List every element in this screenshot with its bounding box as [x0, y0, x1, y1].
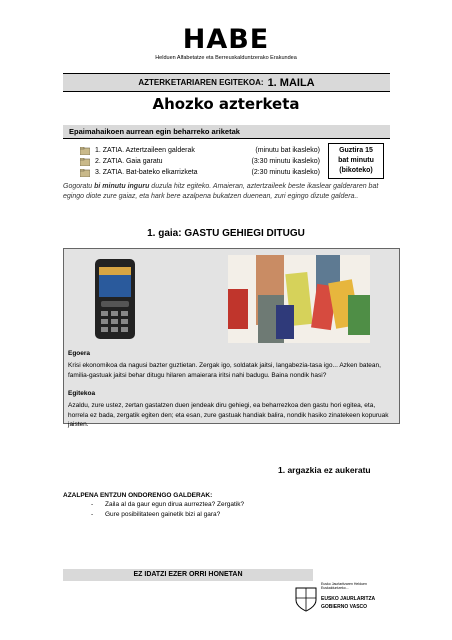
question-text: Gure posibilitateen gainetik bizi al gara?	[105, 510, 221, 518]
total-line-2: bat minutu	[338, 157, 374, 164]
coat-of-arms-icon	[295, 586, 317, 612]
folder-icon	[80, 158, 90, 166]
item-label: 3. ZATIA. Bat-bateko elkarrizketa	[95, 169, 198, 176]
total-time-box	[328, 143, 384, 179]
item-duration: (minutu bat ikasleko)	[255, 147, 320, 154]
egoera-label	[68, 349, 393, 359]
egitekoa-heading: Egitekoa	[68, 390, 96, 397]
egitekoa-text: Azaldu, zure ustez, zertan gastatzen duen jendeak diru gehiegi, ea beharrezkoa den gastu hori egitea, eta, horrela ez bada, zergatik egiten den; eta esan, zure gastuak handiak balira, nondik hasiko zinatekeen kopuruak jaisten.	[68, 402, 389, 428]
note-pre: Gogoratu	[63, 183, 95, 190]
total-line-1: Guztira 15	[339, 147, 373, 154]
item-label: 1. ZATIA. Aztertzaileen galderak	[95, 147, 195, 154]
note-bold: bi minutu inguru	[94, 183, 150, 190]
folder-icon	[80, 147, 90, 155]
org-name: Helduen Alfabetatze eta Berreuskalduntzerako Erakundea	[155, 55, 297, 61]
page-title: Ahozko azterketa	[152, 95, 300, 113]
item-label: 2. ZATIA. Gaia garatu	[95, 158, 163, 165]
questions-heading: AZALPENA ENTZUN ONDORENGO GALDERAK:	[63, 492, 213, 499]
gov-es: GOBIERNO VASCO	[321, 604, 368, 610]
logo	[0, 26, 452, 61]
government-logo	[295, 580, 395, 614]
egitekoa-label	[68, 389, 393, 399]
folder-icon	[80, 169, 90, 177]
task-label: AZTERKETARIAREN EGITEKOA:	[138, 78, 264, 87]
list-item	[80, 145, 320, 156]
item-duration: (2:30 minutu ikasleko)	[251, 169, 320, 176]
level-label: 1. MAILA	[267, 76, 315, 89]
task-header	[63, 73, 390, 92]
phone-photo	[92, 257, 138, 341]
topic-title: 1. gaia: GASTU GEHIEGI DITUGU	[147, 228, 305, 239]
option-note: 1. argazkia ez aukeratu	[278, 465, 371, 475]
footer-bar: EZ IDATZI EZER ORRI HONETAN	[63, 569, 313, 581]
question-text: Zaila al da gaur egun dirua aurreztea? Zergatik?	[105, 500, 245, 508]
egoera-text: Krisi ekonomikoa da nagusi bazter guztietan. Zergak igo, soldatak jaitsi, langabezia-tasa igo... Azken batean, familia-gastuak jaitsi behar ditugu hilaren amaierara iritsi nahi badugu. Baina nondik hasi?	[68, 362, 381, 379]
total-line-3: (bikoteko)	[339, 167, 373, 174]
list-item	[80, 156, 320, 167]
reminder-note	[63, 182, 390, 202]
questions-block	[63, 492, 244, 519]
egoera-heading: Egoera	[68, 350, 91, 357]
exercise-list	[80, 145, 320, 178]
section-title: Epaimahaikoen aurrean egin beharreko ariketak	[63, 125, 390, 139]
gov-eu: EUSKO JAURLARITZA	[321, 596, 376, 602]
logo-word: HABE	[182, 24, 270, 55]
item-duration: (3:30 minutu ikasleko)	[251, 158, 320, 165]
gov-org: Eusko Jaurlaritzaren Helduen Euskalduntzeko...	[321, 582, 367, 590]
question-item: - Gure posibilitateen gainetik bizi al gara?	[91, 510, 221, 518]
question-item: - Zaila al da gaur egun dirua aurreztea? Zergatik?	[91, 500, 245, 508]
note-post: duzula hitz egiteko. Amaieran, aztertzaileek beste ikaslear galderaren bat egingo diote zure gaiaz, eta hark bere azalpena bukatzen duenean, zuri egingo dizute galdera..	[63, 183, 379, 200]
list-item	[80, 167, 320, 178]
shopping-photo	[228, 255, 370, 343]
